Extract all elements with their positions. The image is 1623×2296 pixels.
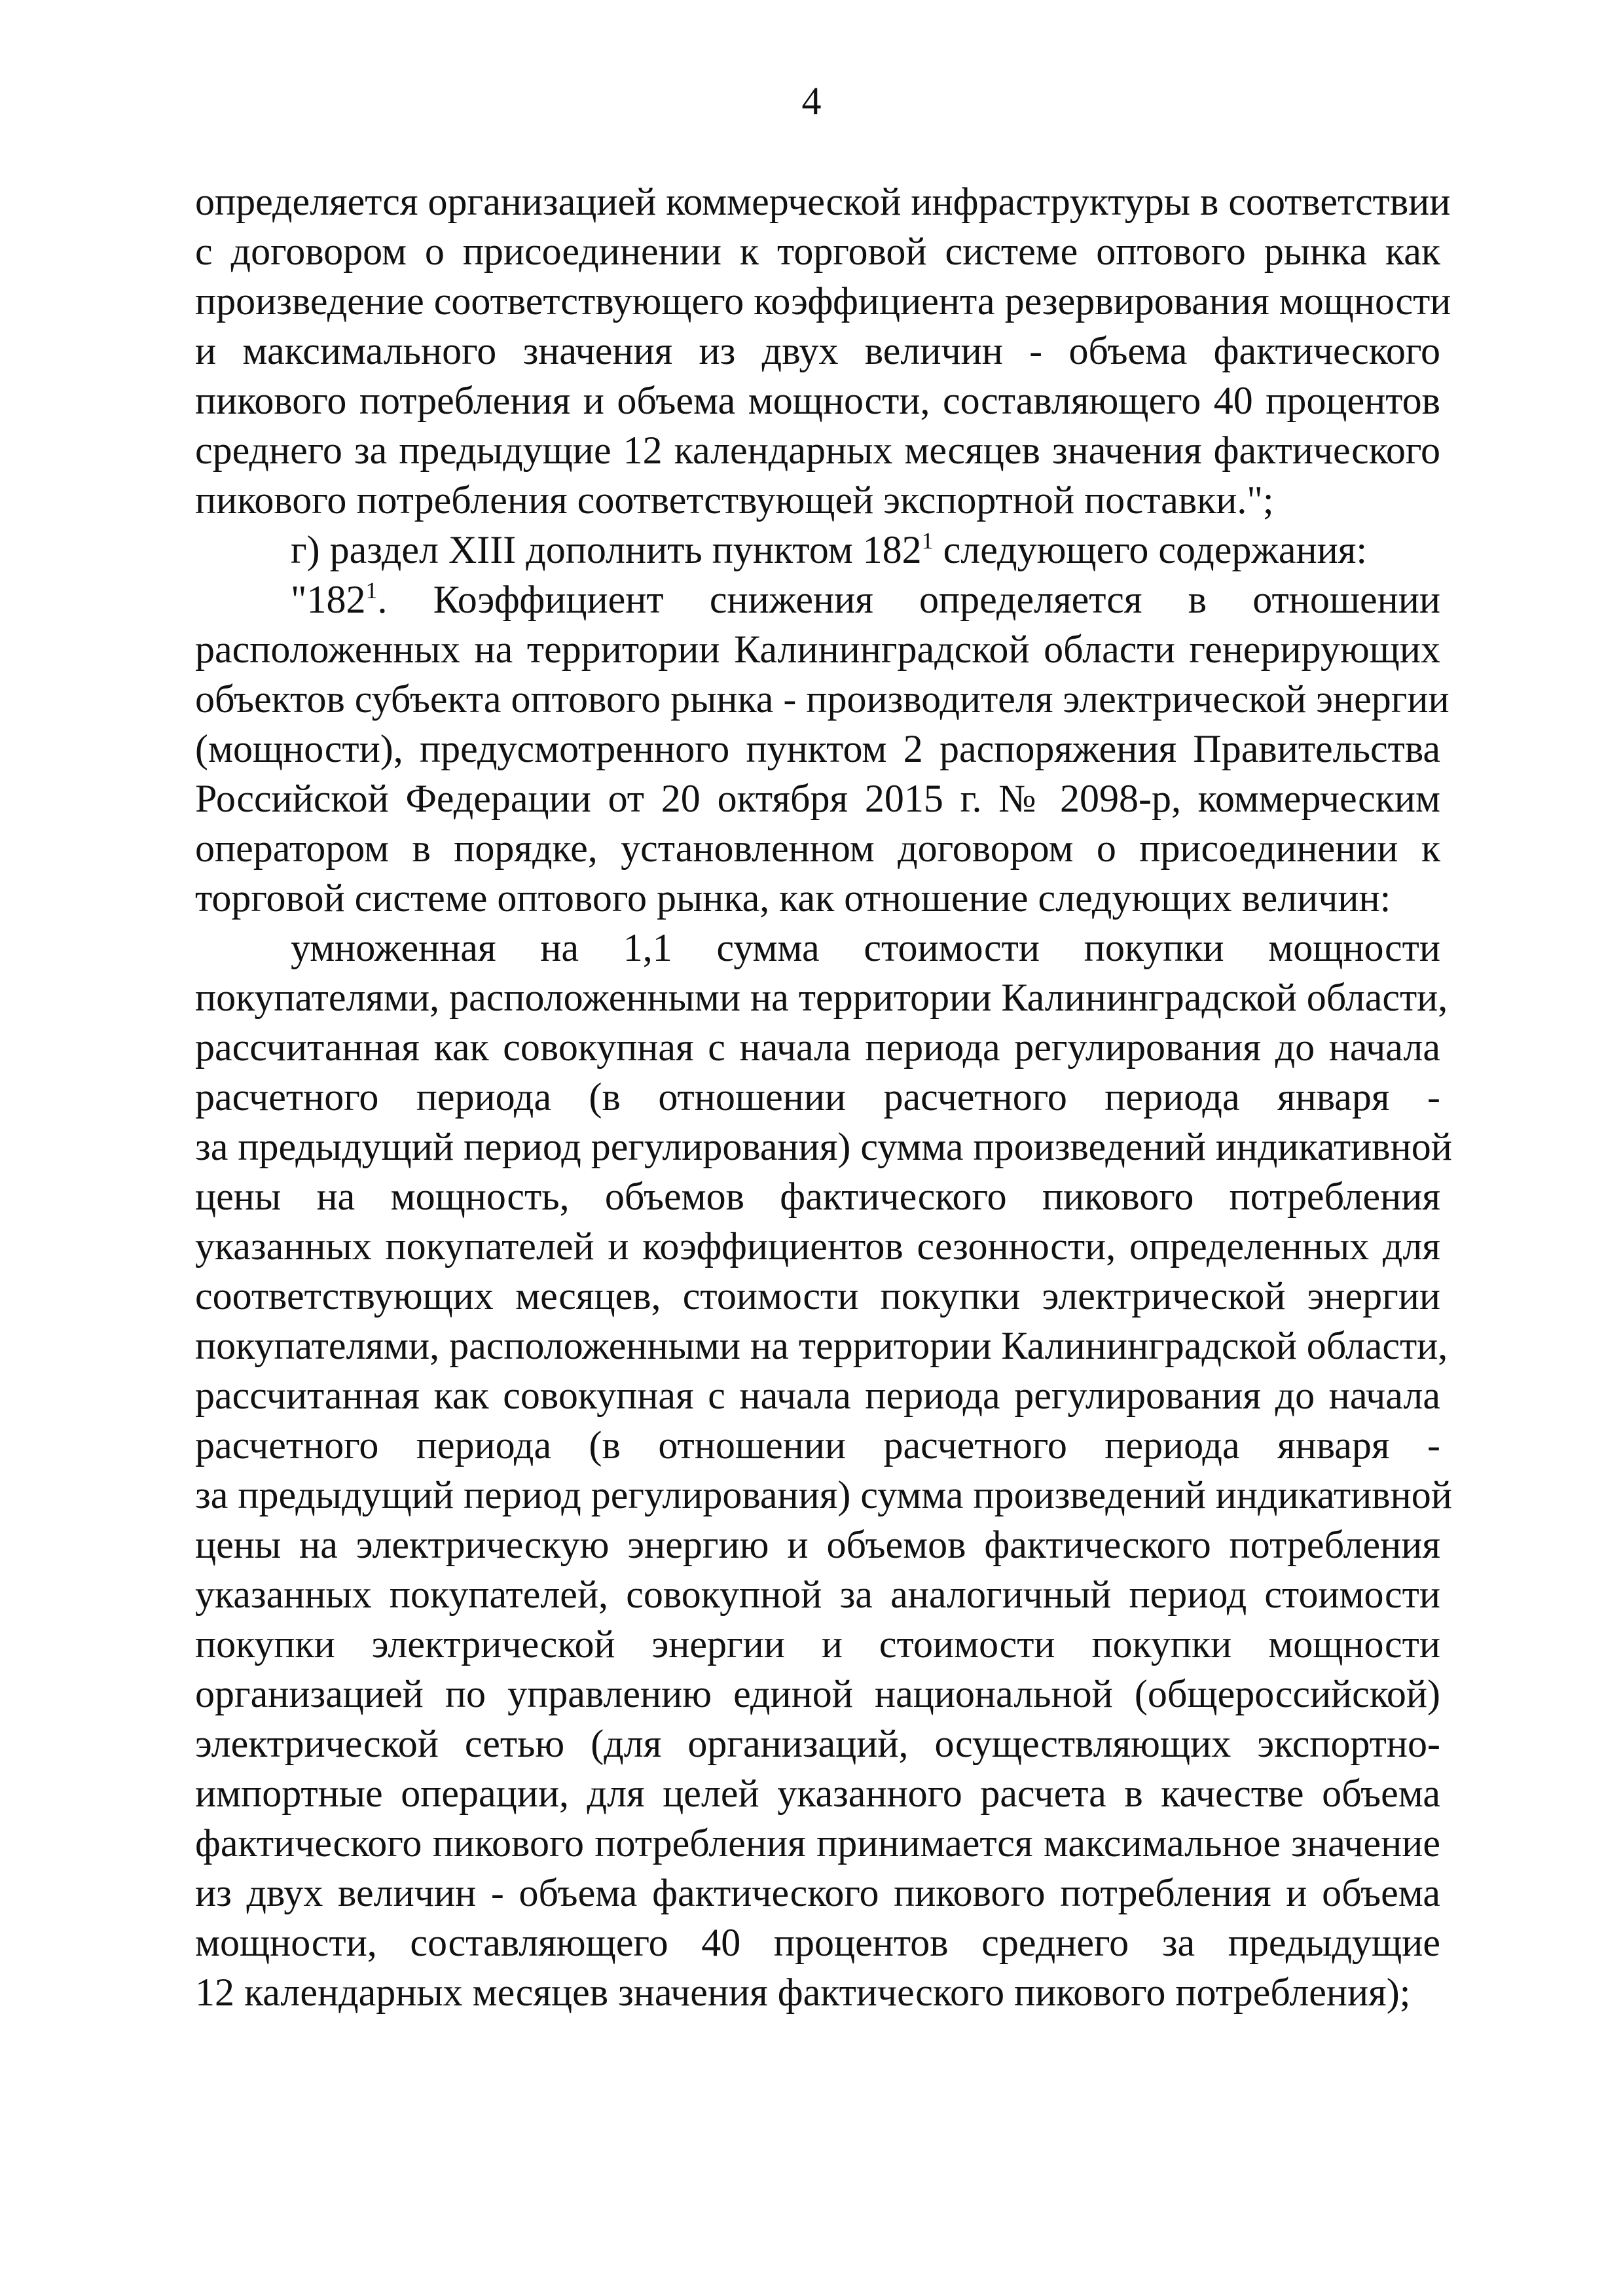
- text-line: за предыдущий период регулирования) сумма произведений индикативной: [195, 1125, 1452, 1168]
- text-line: электрической сетью (для организаций, осуществляющих экспортно-: [195, 1722, 1440, 1765]
- text-line: за предыдущий период регулирования) сумма произведений индикативной: [195, 1473, 1452, 1516]
- text-line: организацией по управлению единой национальной (общероссийской): [195, 1672, 1440, 1715]
- text-line: пикового потребления и объема мощности, составляющего 40 процентов: [195, 379, 1440, 422]
- text-line: Российской Федерации от 20 октября 2015 г. № 2098-р, коммерческим: [195, 777, 1440, 820]
- text-line: цены на электрическую энергию и объемов фактического потребления: [195, 1523, 1440, 1566]
- text-line: умноженная на 1,1 сумма стоимости покупки мощности: [291, 926, 1440, 969]
- text-segment: . Коэффициент снижения определяется в отношении: [377, 578, 1440, 621]
- text-line: расчетного периода (в отношении расчетного периода января -: [195, 1424, 1440, 1467]
- text-line: определяется организацией коммерческой инфраструктуры в соответствии: [195, 180, 1451, 223]
- text-line: цены на мощность, объемов фактического пикового потребления: [195, 1175, 1440, 1218]
- text-line: указанных покупателей, совокупной за аналогичный период стоимости: [195, 1573, 1440, 1616]
- text-line: указанных покупателей и коэффициентов сезонности, определенных для: [195, 1225, 1440, 1268]
- text-line: произведение соответствующего коэффициента резервирования мощности: [195, 279, 1451, 323]
- text-line: из двух величин - объема фактического пикового потребления и объема: [195, 1871, 1440, 1914]
- text-line: 12 календарных месяцев значения фактического пикового потребления);: [195, 1971, 1411, 2014]
- text-line: соответствующих месяцев, стоимости покупки электрической энергии: [195, 1274, 1440, 1318]
- text-line: расположенных на территории Калининградской области генерирующих: [195, 628, 1440, 671]
- text-line: покупателями, расположенными на территории Калининградской области,: [195, 1324, 1448, 1367]
- text-line: оператором в порядке, установленном договором о присоединении к: [195, 827, 1440, 870]
- superscript: 1: [365, 577, 378, 603]
- text-line: покупки электрической энергии и стоимости покупки мощности: [195, 1623, 1440, 1666]
- text-line: объектов субъекта оптового рынка - производителя электрической энергии: [195, 677, 1450, 721]
- text-line: торговой системе оптового рынка, как отношение следующих величин:: [195, 876, 1391, 920]
- text-line: рассчитанная как совокупная с начала периода регулирования до начала: [195, 1026, 1440, 1069]
- text-line: расчетного периода (в отношении расчетного периода января -: [195, 1075, 1440, 1119]
- text-line: среднего за предыдущие 12 календарных месяцев значения фактического: [195, 429, 1440, 472]
- text-line: импортные операции, для целей указанного расчета в качестве объема: [195, 1772, 1440, 1815]
- text-line: [195, 525, 1440, 575]
- text-line: и максимального значения из двух величин - объема фактического: [195, 329, 1440, 372]
- document-body: [195, 177, 1452, 2017]
- text-line: с договором о присоединении к торговой системе оптового рынка как: [195, 230, 1440, 273]
- text-line: фактического пикового потребления принимается максимальное значение: [195, 1821, 1440, 1865]
- superscript: 1: [921, 528, 934, 554]
- text-segment: следующего содержания:: [933, 528, 1367, 571]
- text-line: пикового потребления соответствующей экспортной поставки.";: [195, 478, 1274, 522]
- text-line: [195, 575, 1440, 624]
- text-line: рассчитанная как совокупная с начала периода регулирования до начала: [195, 1374, 1440, 1417]
- text-segment: "182: [291, 578, 366, 621]
- text-line: покупателями, расположенными на территории Калининградской области,: [195, 976, 1448, 1019]
- text-segment: г) раздел XIII дополнить пунктом 182: [291, 528, 922, 571]
- text-line: (мощности), предусмотренного пунктом 2 распоряжения Правительства: [195, 727, 1440, 770]
- page-number: 4: [801, 79, 822, 122]
- text-line: мощности, составляющего 40 процентов среднего за предыдущие: [195, 1921, 1440, 1964]
